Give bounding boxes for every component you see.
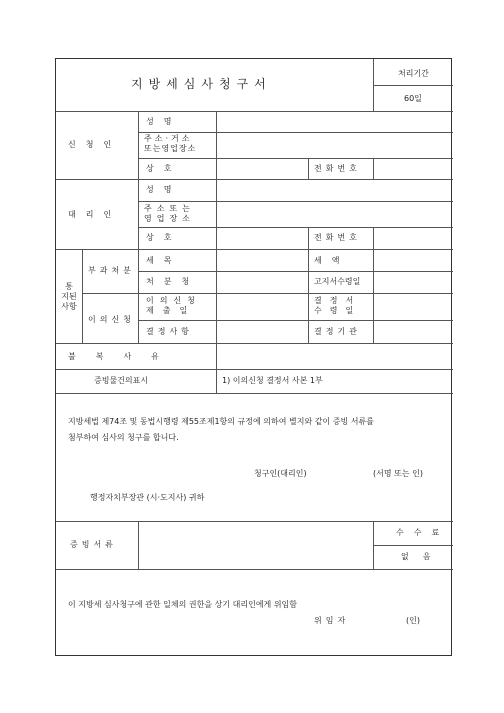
delegator-seal: (인) [406,616,420,625]
authority-label: 처분청 [146,277,200,286]
delegation-text: 이 지방세 심사청구에 관한 일체의 권한을 상기 대리인에게 위임함 [68,600,297,609]
agent-address-label-2: 영업장소 [144,214,195,223]
evidence-display-label: 증빙물건의표시 [94,376,149,385]
tax-amount-label: 세액 [314,256,350,265]
objection-date-line2: 제출일 [146,306,197,315]
processing-period-value: 60일 [404,94,422,103]
agent-address-label-1: 주소또는 [144,204,195,213]
decision-received-line1: 결정서 [314,296,362,305]
form-title: 지방세심사청구서 [131,77,272,91]
delegator-label: 위임자 [314,616,350,625]
notice-section-line3: 사항 [61,302,77,311]
notice-section-line2: 지된 [61,292,77,301]
documents-label: 증빙서류 [70,540,117,549]
decision-agency-label: 결정기관 [314,327,361,336]
fee-value: 없음 [401,552,445,561]
processing-period-label: 처리기간 [398,69,429,78]
notice-date-label: 고지서수령일 [314,277,361,286]
objection-date-line1: 이의신청 [146,296,201,305]
applicant-section-label: 신청인 [68,140,122,149]
agent-section-label: 대리인 [68,210,122,219]
agent-name-label: 성명 [146,185,182,194]
addressee: 행정자치부장관 (시·도지사) 귀하 [90,493,205,502]
agent-phone-label: 전화번호 [314,233,361,242]
applicant-business-label: 상호 [146,164,182,173]
applicant-phone-label: 전화번호 [314,164,361,173]
notice-section-line1: 통 [65,282,73,291]
fee-label: 수수료 [396,528,450,537]
decision-received-line2: 수령일 [314,306,362,315]
agent-business-label: 상호 [146,233,182,242]
applicant-name-label: 성명 [146,117,182,126]
reason-label: 불복사유 [68,352,179,361]
signature-note: (서명 또는 인) [373,469,423,478]
claimant-label: 청구인(대리인) [254,469,307,478]
applicant-address-label-1: 주소·거소 [144,134,193,143]
appeal-form [55,58,452,656]
evidence-display-value: 1) 이의신청 결정서 사본 1부 [222,376,323,385]
statement-line2: 첨부하여 심사의 청구를 합니다. [68,433,179,442]
tax-item-label: 세목 [146,256,182,265]
imposition-label: 부과처분 [88,266,135,275]
applicant-address-label-2: 또는영업장소 [144,144,197,153]
statement-line1: 지방세법 제74조 및 동법시행령 제55조제1항의 규정에 의하여 별지와 같이 증빙 서류를 [68,417,374,426]
objection-label: 이의신청 [88,315,135,324]
decision-content-label: 결정사항 [146,327,193,336]
